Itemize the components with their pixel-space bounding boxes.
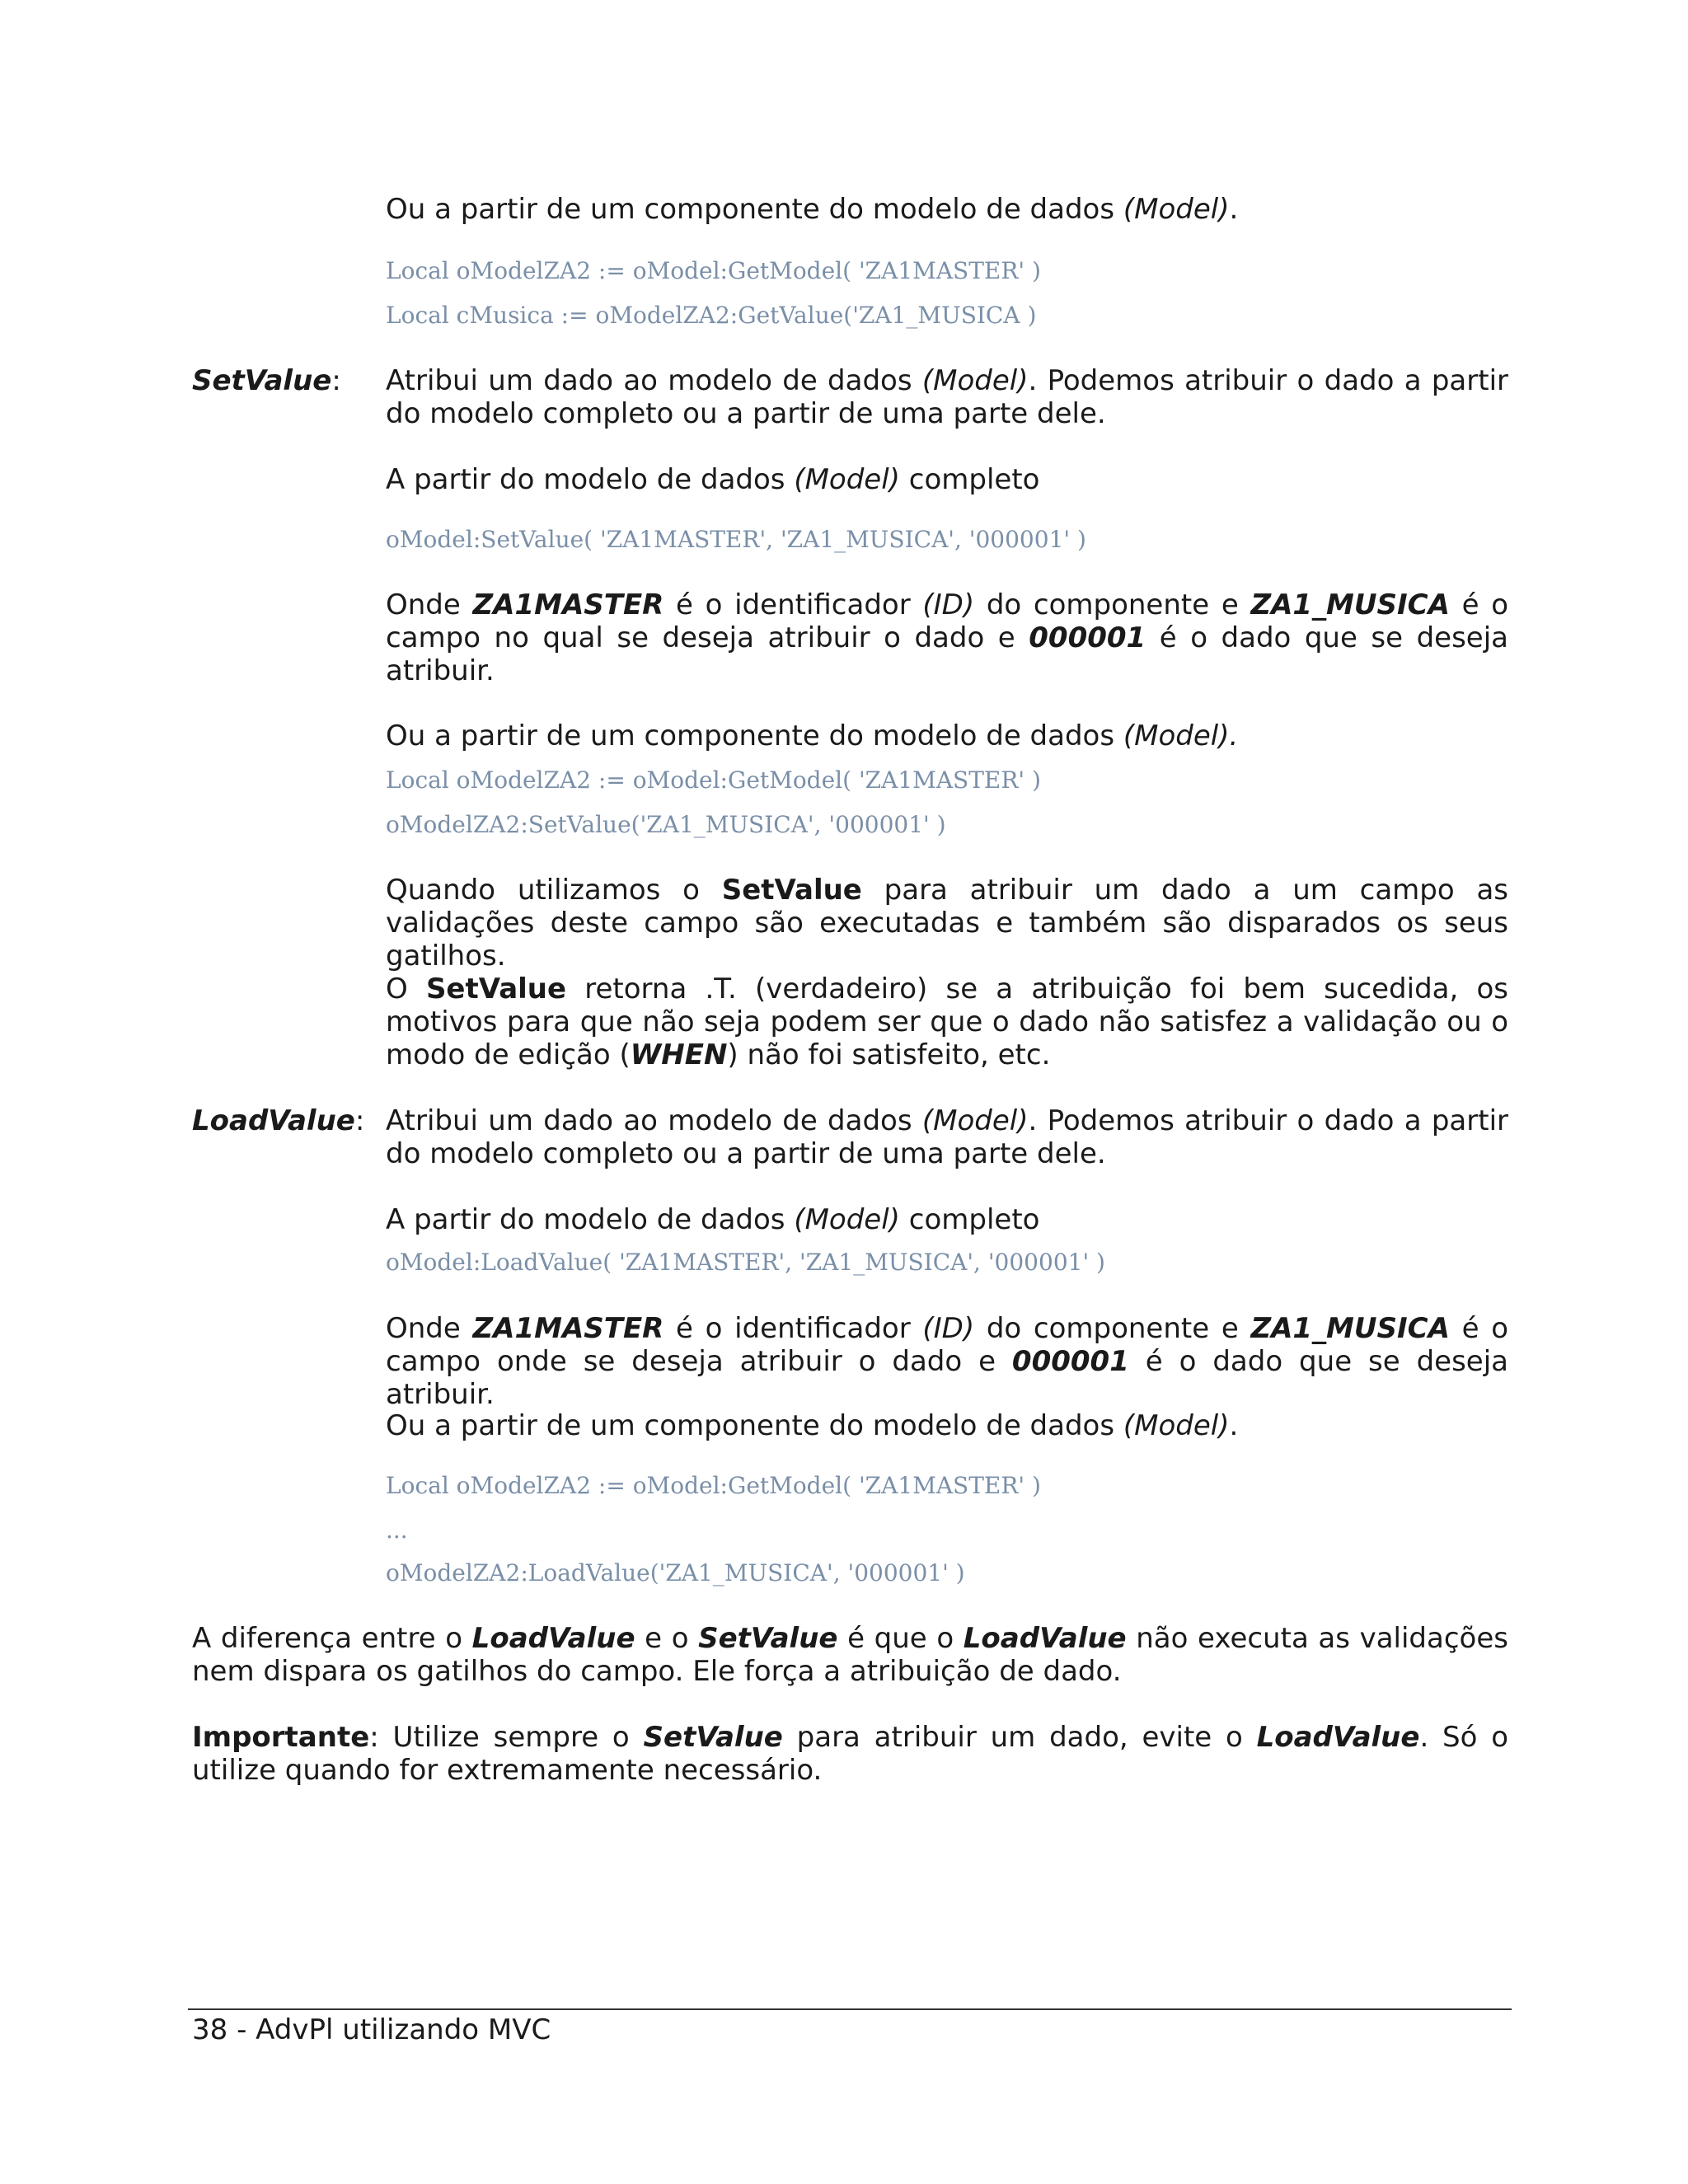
text-run: é o campo onde se deseja atribuir o dado e [386, 1312, 1509, 1378]
code-line: Local oModelZA2 := oModel:GetModel( 'ZA1MASTER' ) [386, 766, 1041, 794]
loadvalue-term-label: LoadValue [192, 1104, 355, 1137]
text-run: completo [899, 1203, 1040, 1236]
code-line: Local cMusica := oModelZA2:GetValue('ZA1_MUSICA ) [386, 302, 1037, 329]
field-name: ZA1_MUSICA [1250, 588, 1450, 621]
term-colon: : [331, 364, 341, 397]
loadvalue-full-model [386, 1203, 1508, 1236]
text-run: é o dado que se deseja atribuir. [386, 1345, 1508, 1411]
value-literal: 000001 [1011, 1345, 1129, 1378]
setvalue-part-paragraph [386, 719, 1508, 752]
code-line: oModel:LoadValue( 'ZA1MASTER', 'ZA1_MUSICA', '000001' ) [386, 1249, 1105, 1276]
text-run: ) não foi satisfeito, etc. [727, 1038, 1051, 1071]
loadvalue-description [386, 1104, 1508, 1170]
setvalue-term-label: SetValue [192, 364, 332, 397]
text-run: Onde [386, 1312, 473, 1345]
loadvalue-bold-italic: LoadValue [1256, 1721, 1420, 1754]
difference-paragraph [192, 1622, 1508, 1688]
model-italic: (Model) [794, 463, 900, 496]
text-run: Atribui um dado ao modelo de dados [386, 1104, 922, 1137]
text-run: Utilize sempre o [378, 1721, 644, 1754]
text-run: completo [899, 463, 1040, 496]
text-run: Onde [386, 588, 473, 621]
model-italic: (Model) [1123, 1409, 1230, 1442]
component-id: ZA1MASTER [472, 588, 664, 621]
text-run: Atribui um dado ao modelo de dados [386, 364, 922, 397]
setvalue-quando-paragraph [386, 874, 1508, 972]
intro-end: . [1229, 193, 1239, 226]
loadvalue-term [192, 1104, 364, 1137]
text-run: : [369, 1721, 379, 1754]
text-run: é o dado que se deseja atribuir. [386, 621, 1508, 687]
page-footer: 38 - AdvPl utilizando MVC [192, 2013, 551, 2046]
text-run: do componente e [974, 588, 1251, 621]
setvalue-bold: SetValue [425, 972, 567, 1005]
text-run: é que o [837, 1622, 964, 1655]
text-run: A partir do modelo de dados [386, 1203, 795, 1236]
value-literal: 000001 [1029, 621, 1146, 654]
id-italic: (ID) [922, 588, 975, 621]
footer-rule [188, 2008, 1512, 2010]
text-run: . [1229, 1409, 1239, 1442]
loadvalue-bold-italic: LoadValue [471, 1622, 635, 1655]
important-paragraph [192, 1721, 1508, 1787]
model-italic: (Model) [794, 1203, 900, 1236]
text-run: e o [635, 1622, 699, 1655]
field-name: ZA1_MUSICA [1250, 1312, 1450, 1345]
code-line: oModelZA2:LoadValue('ZA1_MUSICA', '000001' ) [386, 1559, 965, 1586]
model-italic: (Model) [921, 1104, 1029, 1137]
intro-model: (Model) [1123, 193, 1230, 226]
text-run: do componente e [974, 1312, 1251, 1345]
text-run: é o identificador [663, 588, 923, 621]
loadvalue-bold-italic: LoadValue [963, 1622, 1127, 1655]
term-colon: : [354, 1104, 365, 1137]
setvalue-onde-paragraph [386, 588, 1508, 687]
setvalue-bold-italic: SetValue [643, 1721, 783, 1754]
text-run: . Só o utilize quando for extremamente necessário. [192, 1721, 1509, 1787]
loadvalue-onde-paragraph [386, 1312, 1508, 1411]
setvalue-term [192, 364, 341, 397]
setvalue-retorna-paragraph [386, 972, 1508, 1071]
intro-text: Ou a partir de um componente do modelo de dados [386, 193, 1123, 226]
setvalue-bold-italic: SetValue [698, 1622, 838, 1655]
text-run: Ou a partir de um componente do modelo de dados [386, 719, 1123, 752]
text-run: não executa as validações nem dispara os gatilhos do campo. Ele força a atribuição de dado. [192, 1622, 1508, 1688]
text-run: para atribuir um dado, evite o [782, 1721, 1257, 1754]
text-run: Ou a partir de um componente do modelo de dados [386, 1409, 1123, 1442]
text-run: A partir do modelo de dados [386, 463, 795, 496]
setvalue-bold: SetValue [721, 874, 862, 907]
component-id: ZA1MASTER [472, 1312, 664, 1345]
text-run: . Podemos atribuir o dado a partir do modelo completo ou a partir de uma parte dele. [386, 1104, 1508, 1170]
setvalue-full-model [386, 463, 1508, 496]
text-run: . Podemos atribuir o dado a partir do modelo completo ou a partir de uma parte dele. [386, 364, 1508, 430]
text-run: O [386, 972, 426, 1005]
code-line: oModel:SetValue( 'ZA1MASTER', 'ZA1_MUSICA', '000001' ) [386, 526, 1086, 553]
text-run: é o identificador [663, 1312, 923, 1345]
model-italic: (Model) [921, 364, 1029, 397]
code-line: oModelZA2:SetValue('ZA1_MUSICA', '000001' ) [386, 811, 946, 838]
code-line: Local oModelZA2 := oModel:GetModel( 'ZA1MASTER' ) [386, 257, 1041, 284]
model-italic: (Model). [1123, 719, 1239, 752]
id-italic: (ID) [922, 1312, 975, 1345]
loadvalue-part-paragraph [386, 1409, 1508, 1442]
text-run: é o campo no qual se deseja atribuir o dado e [386, 588, 1509, 654]
code-line: ... [386, 1516, 408, 1544]
text-run: para atribuir um dado a um campo as validações deste campo são executadas e também são disparados os seus gatilhos. [386, 874, 1508, 972]
text-run: A diferença entre o [192, 1622, 472, 1655]
code-line: Local oModelZA2 := oModel:GetModel( 'ZA1MASTER' ) [386, 1472, 1041, 1499]
setvalue-description [386, 364, 1508, 430]
text-run: Quando utilizamos o [386, 874, 722, 907]
when-keyword: WHEN [630, 1038, 728, 1071]
important-label: Importante [192, 1721, 370, 1754]
text-run: retorna .T. (verdadeiro) se a atribuição foi bem sucedida, os motivos para que não seja podem ser que o dado não satisfez a validação ou o modo de edição ( [386, 972, 1508, 1071]
intro-paragraph [386, 193, 1508, 226]
